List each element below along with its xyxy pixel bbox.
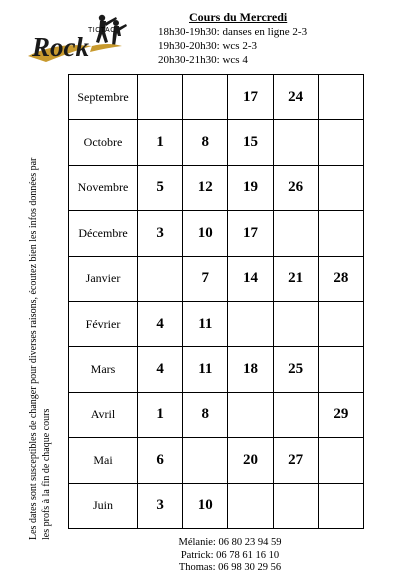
day-cell — [228, 392, 273, 437]
schedule-line: 20h30-21h30: wcs 4 — [158, 54, 248, 66]
table-row — [69, 483, 364, 528]
day-cell — [228, 483, 273, 528]
day-cell — [273, 301, 318, 346]
side-note-line: les profs à la fin de chaque cours — [41, 408, 52, 540]
month-cell: Septembre — [69, 75, 138, 120]
day-cell: 7 — [183, 256, 228, 301]
table-row — [69, 392, 364, 437]
day-cell: 8 — [183, 392, 228, 437]
schedule-line: 18h30-19h30: danses en ligne 2-3 — [158, 26, 308, 38]
table-row — [69, 165, 364, 210]
month-cell: Mars — [69, 347, 138, 392]
day-cell: 1 — [138, 392, 183, 437]
lesson-calendar-table — [68, 74, 364, 529]
contact-line: Thomas: 06 98 30 29 56 — [178, 562, 282, 573]
contact-line: Mélanie: 06 80 23 94 59 — [178, 537, 282, 548]
day-cell: 15 — [228, 120, 273, 165]
day-cell: 17 — [228, 211, 273, 256]
day-cell — [273, 483, 318, 528]
day-cell — [318, 483, 363, 528]
tictac-rock-logo — [26, 12, 130, 68]
day-cell: 4 — [138, 301, 183, 346]
day-cell — [228, 301, 273, 346]
day-cell — [318, 301, 363, 346]
month-cell: Avril — [69, 392, 138, 437]
day-cell — [273, 392, 318, 437]
month-cell: Février — [69, 301, 138, 346]
day-cell: 4 — [138, 347, 183, 392]
day-cell: 27 — [273, 438, 318, 483]
rotated-side-note — [27, 80, 57, 540]
month-cell: Novembre — [69, 165, 138, 210]
day-cell — [183, 75, 228, 120]
day-cell: 29 — [318, 392, 363, 437]
day-cell: 3 — [138, 483, 183, 528]
day-cell — [273, 211, 318, 256]
day-cell — [183, 438, 228, 483]
day-cell — [318, 75, 363, 120]
day-cell: 1 — [138, 120, 183, 165]
day-cell — [318, 120, 363, 165]
day-cell: 17 — [228, 75, 273, 120]
day-cell: 28 — [318, 256, 363, 301]
day-cell: 10 — [183, 483, 228, 528]
day-cell: 24 — [273, 75, 318, 120]
day-cell: 20 — [228, 438, 273, 483]
contacts-block — [150, 537, 310, 575]
table-row — [69, 75, 364, 120]
logo-main-text: Rock — [32, 32, 89, 62]
month-cell: Mai — [69, 438, 138, 483]
day-cell: 25 — [273, 347, 318, 392]
day-cell: 18 — [228, 347, 273, 392]
table-row — [69, 438, 364, 483]
contact-line: Patrick: 06 78 61 16 10 — [180, 549, 280, 561]
day-cell — [273, 120, 318, 165]
day-cell — [138, 75, 183, 120]
table-row — [69, 347, 364, 392]
day-cell: 12 — [183, 165, 228, 210]
day-cell: 11 — [183, 347, 228, 392]
day-cell — [318, 211, 363, 256]
month-cell: Octobre — [69, 120, 138, 165]
day-cell: 6 — [138, 438, 183, 483]
day-cell: 8 — [183, 120, 228, 165]
day-cell — [318, 347, 363, 392]
day-cell — [318, 438, 363, 483]
side-note-line: Les dates sont susceptibles de changer pour diverses raisons, écoutez bien les infos données par — [28, 157, 39, 540]
month-cell: Janvier — [69, 256, 138, 301]
day-cell: 26 — [273, 165, 318, 210]
month-cell: Décembre — [69, 211, 138, 256]
day-cell — [318, 165, 363, 210]
day-cell: 14 — [228, 256, 273, 301]
day-cell: 5 — [138, 165, 183, 210]
page-title: Cours du Mercredi — [189, 10, 288, 24]
table-row — [69, 256, 364, 301]
day-cell — [138, 256, 183, 301]
schedule-line: 19h30-20h30: wcs 2-3 — [158, 40, 257, 52]
table-row — [69, 301, 364, 346]
day-cell: 11 — [183, 301, 228, 346]
table-row — [69, 211, 364, 256]
day-cell: 21 — [273, 256, 318, 301]
month-cell: Juin — [69, 483, 138, 528]
day-cell: 10 — [183, 211, 228, 256]
day-cell: 19 — [228, 165, 273, 210]
day-cell: 3 — [138, 211, 183, 256]
table-row — [69, 120, 364, 165]
logo-top-text: TICTAC — [88, 27, 116, 34]
